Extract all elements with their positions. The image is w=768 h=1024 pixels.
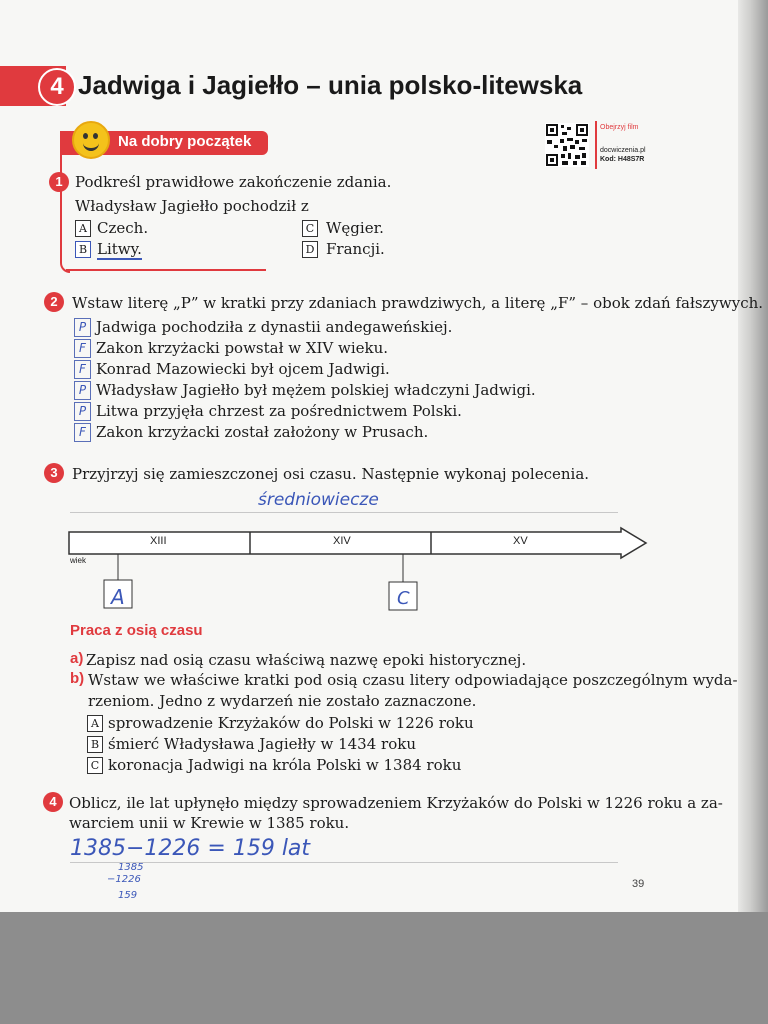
option-a-box[interactable]: A bbox=[75, 220, 91, 237]
timeline-work-subtitle: Praca z osią czasu bbox=[70, 622, 203, 639]
task4-handwritten-answer[interactable]: 1385−1226 = 159 lat bbox=[70, 836, 311, 861]
page-number: 39 bbox=[632, 878, 645, 890]
task1-instruction: Podkreśl prawidłowe zakończenie zdania. bbox=[75, 173, 392, 191]
century-xiv: XIV bbox=[333, 535, 351, 547]
tf-statement-4: Władysław Jagiełło był mężem polskiej władczyni Jadwigi. bbox=[96, 381, 536, 399]
tf-statement-2: Zakon krzyżacki powstał w XIV wieku. bbox=[96, 339, 389, 357]
option-c-box[interactable]: C bbox=[302, 220, 318, 237]
task2-number: 2 bbox=[44, 292, 64, 312]
option-c-text: Węgier. bbox=[326, 219, 384, 237]
smiley-icon bbox=[72, 121, 110, 159]
marker-c-answer[interactable]: C bbox=[397, 588, 410, 609]
task4-text-2: warciem unii w Krewie w 1385 roku. bbox=[69, 814, 350, 832]
page-edge bbox=[738, 0, 768, 912]
task3-instruction: Przyjrzyj się zamieszczonej osi czasu. Następnie wykonaj polecenia. bbox=[72, 465, 590, 483]
qr-site: docwiczenia.pl bbox=[600, 147, 646, 154]
answer-line bbox=[70, 862, 618, 863]
event-a-box: A bbox=[87, 715, 103, 732]
qr-divider bbox=[595, 121, 597, 169]
chapter-number: 4 bbox=[38, 68, 76, 106]
part-b-letter: b) bbox=[70, 670, 85, 687]
event-c-text: koronacja Jadwigi na króla Polski w 1384 roku bbox=[108, 756, 462, 774]
event-b-text: śmierć Władysława Jagiełły w 1434 roku bbox=[108, 735, 416, 753]
intro-frame bbox=[60, 143, 70, 273]
tf-answer-1[interactable]: P bbox=[74, 318, 91, 337]
task3-number: 3 bbox=[44, 463, 64, 483]
tf-answer-2[interactable]: F bbox=[74, 339, 91, 358]
intro-frame-bottom bbox=[66, 269, 266, 271]
task1-number: 1 bbox=[49, 172, 69, 192]
marker-a-answer[interactable]: A bbox=[111, 585, 125, 609]
epoch-answer-line bbox=[70, 512, 618, 513]
century-xv: XV bbox=[513, 535, 528, 547]
qr-code-icon[interactable] bbox=[545, 123, 589, 167]
handwritten-epoch[interactable]: średniowiecze bbox=[258, 490, 379, 510]
event-b-box: B bbox=[87, 736, 103, 753]
part-a-letter: a) bbox=[70, 650, 84, 667]
option-b-box[interactable]: B bbox=[75, 241, 91, 258]
task2-instruction: Wstaw literę „P” w kratki przy zdaniach prawdziwych, a literę „F” – obok zdań fałszywych. bbox=[72, 294, 764, 312]
calc-top: 1385 bbox=[118, 862, 144, 873]
event-a-text: sprowadzenie Krzyżaków do Polski w 1226 roku bbox=[108, 714, 474, 732]
event-c-box: C bbox=[87, 757, 103, 774]
tf-answer-6[interactable]: F bbox=[74, 423, 91, 442]
task4-number: 4 bbox=[43, 792, 63, 812]
tf-answer-4[interactable]: P bbox=[74, 381, 91, 400]
option-d-box[interactable]: D bbox=[302, 241, 318, 258]
tf-answer-5[interactable]: P bbox=[74, 402, 91, 421]
intro-label: Na dobry początek bbox=[118, 133, 252, 150]
tf-statement-1: Jadwiga pochodziła z dynastii andegaweńskiej. bbox=[96, 318, 453, 336]
chapter-title: Jadwiga i Jagiełło – unia polsko-litewska bbox=[78, 70, 583, 100]
tf-statement-5: Litwa przyjęła chrzest za pośrednictwem Polski. bbox=[96, 402, 462, 420]
tf-statement-3: Konrad Mazowiecki był ojcem Jadwigi. bbox=[96, 360, 390, 378]
axis-label-wiek: wiek bbox=[70, 556, 87, 565]
tf-statement-6: Zakon krzyżacki został założony w Prusach. bbox=[96, 423, 429, 441]
century-xiii: XIII bbox=[150, 535, 167, 547]
task4-text-1: Oblicz, ile lat upłynęło między sprowadzeniem Krzyżaków do Polski w 1226 roku a za- bbox=[69, 794, 723, 812]
part-b-text-2: rzeniom. Jedno z wydarzeń nie zostało zaznaczone. bbox=[88, 692, 477, 710]
qr-caption-film[interactable]: Obejrzyj film bbox=[600, 124, 639, 131]
option-b-text-underlined: Litwy. bbox=[97, 240, 142, 258]
task1-sentence: Władysław Jagiełło pochodził z bbox=[75, 197, 309, 215]
calc-bottom: −1226 bbox=[107, 874, 141, 885]
qr-code-label: Kod: H48S7R bbox=[600, 156, 645, 163]
calc-result: 159 bbox=[118, 890, 138, 901]
scan-background bbox=[0, 912, 768, 1024]
option-a-text: Czech. bbox=[97, 219, 149, 237]
part-a-text: Zapisz nad osią czasu właściwą nazwę epoki historycznej. bbox=[86, 651, 527, 669]
option-d-text: Francji. bbox=[326, 240, 385, 258]
tf-answer-3[interactable]: F bbox=[74, 360, 91, 379]
part-b-text-1: Wstaw we właściwe kratki pod osią czasu litery odpowiadające poszczególnym wyda- bbox=[88, 671, 738, 689]
